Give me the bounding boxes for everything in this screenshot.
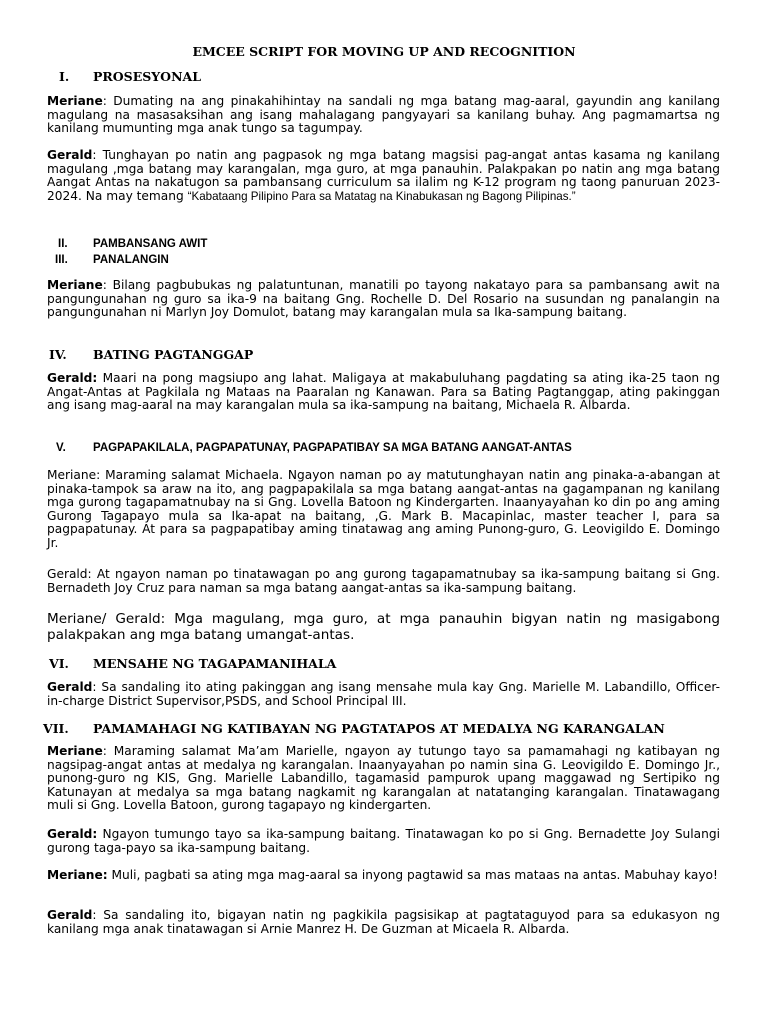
section-title: PAMAMAHAGI NG KATIBAYAN NG PAGTATAPOS AT MEDALYA NG KARANGALAN	[93, 721, 665, 736]
document-title: EMCEE SCRIPT FOR MOVING UP AND RECOGNITION	[192, 44, 576, 59]
speaker-name: Meriane:	[47, 868, 108, 882]
section-title: PROSESYONAL	[93, 69, 201, 84]
speaker-name: Gerald	[47, 148, 93, 162]
paragraph-text: : Tunghayan po natin ang pagpasok ng mga batang magsisi pag-angat antas kasama ng kanilang magulang ,mga batang may karangalan, mga guro, at mga panauhin. Palakpakan po natin ang mga batang Aangat Antas na nakatugon sa pambansang curriculum sa ilalim ng K-12 program ng taong panuruan 2023-2024. Na may temang	[47, 148, 720, 203]
section-number: VI.	[49, 656, 69, 671]
paragraph-text: : Dumating na ang pinakahihintay na sandali ng mga batang mag-aaral, gayundin ang kanilang magulang na masasaksihan ang isang mahalagang pangyayari sa kanilang buhay. Ang pagmamartsa ng kanilang mumunting mga anak tungo sa tagumpay.	[47, 94, 720, 136]
section-number: I.	[59, 69, 70, 84]
paragraph-gerald-6	[47, 909, 720, 936]
paragraph-gerald-4	[47, 681, 720, 708]
paragraph-text: Meriane/ Gerald: Mga magulang, mga guro, at mga panauhin bigyan natin ng masigabong palakpakan ang mga batang umangat-antas.	[47, 611, 720, 643]
paragraph-text: : Bilang pagbubukas ng palatuntunan, manatili po tayong nakatayo para sa pambansang awit na pangungunahan ng guro sa ika-9 na baitang Gng. Rochelle D. Del Rosario na susundan ng panalangin na pangungunahan ni Marlyn Joy Domulot, batang may karangalan mula sa Ika-sampung baitang.	[47, 278, 720, 320]
paragraph-text: : Sa sandaling ito, bigayan natin ng pagkikila pagsisikap at pagtataguyod para sa edukasyon ng kanilang mga anak tinatawagan si Arnie Manrez H. De Guzman at Micaela R. Albarda.	[47, 908, 720, 936]
speaker-name: Gerald:	[47, 827, 98, 841]
paragraph-gerald-3	[47, 568, 720, 595]
paragraph-gerald-5	[47, 828, 720, 855]
section-title: PANALANGIN	[93, 254, 169, 266]
section-number: V.	[56, 442, 66, 454]
paragraph-gerald-2	[47, 372, 720, 413]
paragraph-meriane-1	[47, 95, 720, 136]
paragraph-gerald-1	[47, 149, 720, 203]
paragraph-text: : Maraming salamat Ma’am Marielle, ngayon ay tutungo tayo sa pamamahagi ng katibayan ng nagsipag-angat antas at medalya ng karangalan. Inaanyayahan po namin sina G. Leovigildo E. Domingo Jr., punong-guro ng KIS, Gng. Marielle Labandillo, tagamasid pampurok upang maggawad ng Sertipiko ng Katunayan at medalya sa mga batang nagkamit ng karangalan at natatanging karangalan. Tinatawagang muli si Gng. Lovella Batoon, gurong tagapayo ng kindergarten.	[47, 744, 720, 813]
speaker-name: Gerald	[47, 680, 93, 694]
section-number: IV.	[49, 347, 67, 362]
section-title: PAGPAPAKILALA, PAGPAPATUNAY, PAGPAPATIBAY SA MGA BATANG AANGAT-ANTAS	[93, 442, 572, 454]
speaker-name: Gerald:	[47, 371, 98, 385]
paragraph-meriane-gerald	[47, 611, 720, 643]
speaker-name: Meriane	[47, 94, 103, 108]
paragraph-text: Ngayon tumungo tayo sa ika-sampung baitang. Tinatawagan ko po si Gng. Bernadette Joy Sulangi gurong taga-payo sa ika-sampung baitang.	[47, 827, 720, 855]
speaker-name: Gerald	[47, 908, 93, 922]
speaker-name: Meriane	[47, 278, 103, 292]
paragraph-meriane-5	[47, 869, 720, 883]
speaker-name: Meriane	[47, 744, 103, 758]
section-number: VII.	[43, 721, 69, 736]
section-number: II.	[58, 238, 68, 250]
paragraph-meriane-3	[47, 469, 720, 551]
paragraph-meriane-2	[47, 279, 720, 320]
theme-quote: “Kabataang Pilipino Para sa Matatag na Kinabukasan ng Bagong Pilipinas.”	[187, 189, 576, 203]
paragraph-text: Maari na pong magsiupo ang lahat. Maligaya at makabuluhang pagdating sa ating ika-25 taon ng Angat-Antas at Pagkilala ng Mataas na Paaralan ng Kanawan. Para sa Bating Pagtanggap, ating pakinggan ang isang mag-aaral na may karangalan mula sa ika-sampung na baitang, Michaela R. Albarda.	[47, 371, 720, 413]
paragraph-text: Muli, pagbati sa ating mga mag-aaral sa inyong pagtawid sa mas mataas na antas. Mabuhay kayo!	[107, 868, 718, 882]
paragraph-text: : Sa sandaling ito ating pakinggan ang isang mensahe mula kay Gng. Marielle M. Labandillo, Officer-in-charge District Supervisor,PSDS, and School Principal III.	[47, 680, 720, 708]
section-title: PAMBANSANG AWIT	[93, 238, 208, 250]
paragraph-text: Meriane: Maraming salamat Michaela. Ngayon naman po ay matutunghayan natin ang pinaka-a-abangan at pinaka-tampok sa araw na ito, ang pagpapakilala sa mga batang aangat-antas na gagampanan ng kanilang mga gurong tagapamatnubay na si Gng. Lovella Batoon ng Kindergarten. Inaanyayahan ko din po ang aming Gurong Tagapayo mula sa Ika-apat na baitang, ,G. Mark B. Macapinlac, master teacher I, para sa pagpapatunay. At para sa pagpapatibay aming tinatawag ang aming Punong-guro, G. Leovigildo E. Domingo Jr.	[47, 468, 720, 550]
section-title: MENSAHE NG TAGAPAMANIHALA	[93, 656, 337, 671]
paragraph-meriane-4	[47, 745, 720, 813]
section-title: BATING PAGTANGGAP	[93, 347, 254, 362]
section-number: III.	[55, 254, 68, 266]
paragraph-text: Gerald: At ngayon naman po tinatawagan po ang gurong tagapamatnubay sa ika-sampung baitang si Gng. Bernadeth Joy Cruz para naman sa mga batang aangat-antas sa ika-sampung baitang.	[47, 567, 720, 595]
